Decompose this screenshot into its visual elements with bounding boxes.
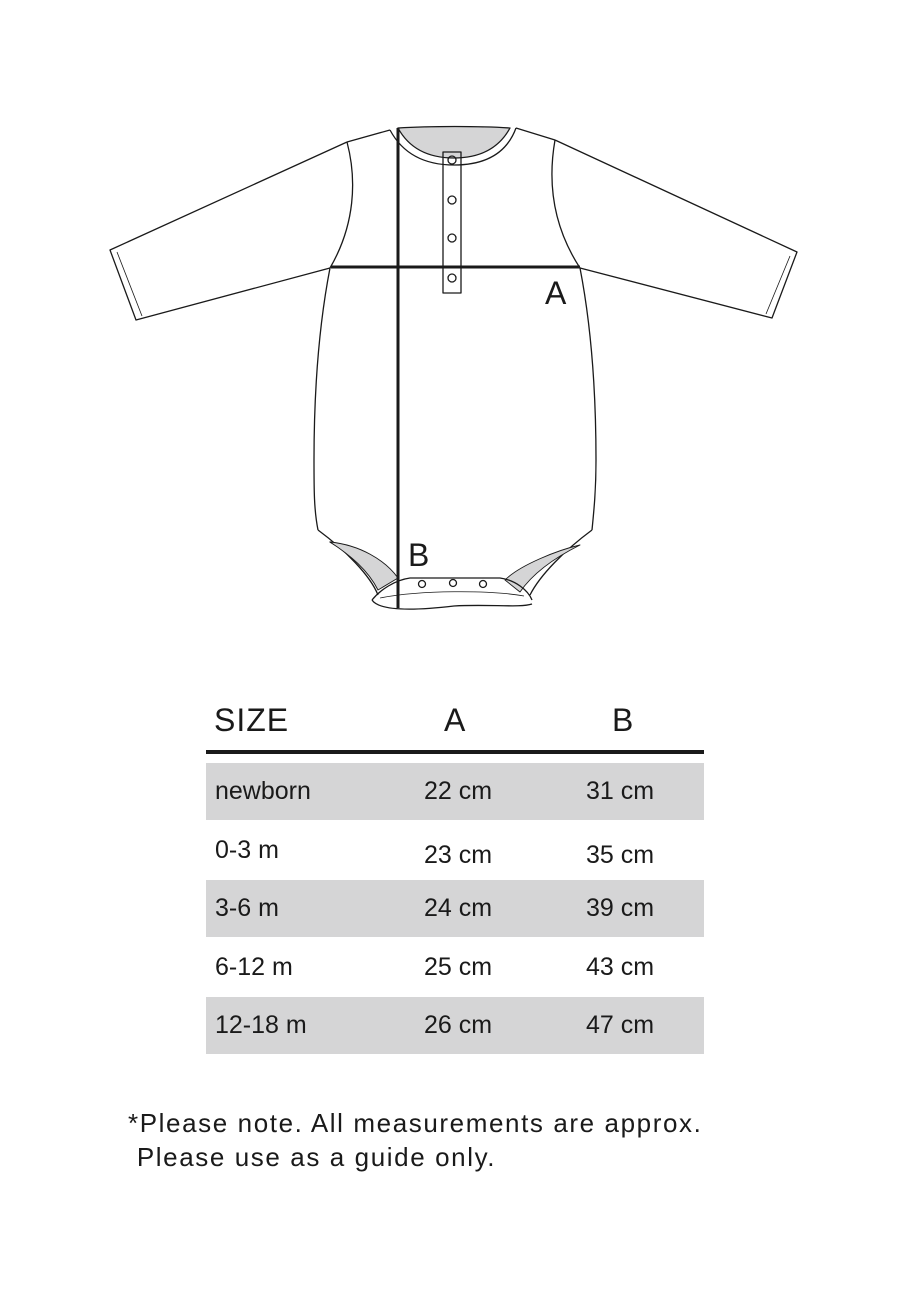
cell-b: 35 cm [586,841,655,869]
disclaimer-note [128,1106,702,1174]
table-row [206,880,704,937]
table-header [206,700,704,754]
header-b: B [612,702,635,738]
table-row [206,939,704,996]
cell-size: 3-6 m [215,894,279,922]
cell-b: 31 cm [586,777,655,805]
table-row [206,763,704,820]
cell-a: 23 cm [424,841,493,869]
cell-a: 24 cm [424,894,493,922]
disclaimer-line-1: *Please note. All measurements are approx. [128,1108,703,1138]
table-row [206,823,704,880]
cell-b: 47 cm [586,1011,655,1039]
diagram-label-b: B [408,537,430,573]
bodysuit-diagram [0,0,908,640]
cell-size: newborn [215,777,311,805]
header-size: SIZE [214,702,290,738]
size-chart-table [206,700,704,1039]
cell-a: 25 cm [424,953,493,981]
diagram-label-a: A [545,275,567,311]
bodysuit-outline [110,127,797,610]
cell-size: 6-12 m [215,953,293,981]
cell-size: 0-3 m [215,836,279,864]
cell-b: 39 cm [586,894,655,922]
table-row [206,997,704,1054]
disclaimer-line-2: Please use as a guide only. [128,1142,497,1172]
cell-a: 22 cm [424,777,493,805]
header-a: A [444,702,467,738]
cell-size: 12-18 m [215,1011,307,1039]
cell-b: 43 cm [586,953,655,981]
cell-a: 26 cm [424,1011,493,1039]
